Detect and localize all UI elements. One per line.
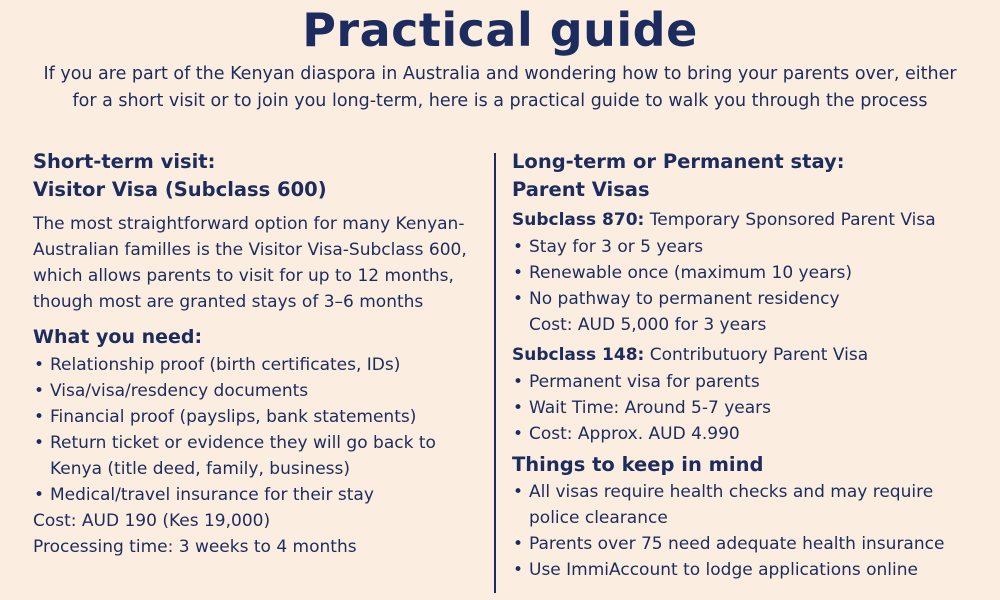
- page-title: Practical guide: [302, 3, 698, 57]
- bullet-icon: •: [513, 372, 524, 392]
- subclass-870-heading: [512, 207, 982, 234]
- keep-in-mind-item: Use ImmiAccount to lodge applications online: [529, 560, 918, 580]
- subclass-870-cost: Cost: AUD 5,000 for 3 years: [529, 315, 767, 335]
- intro-paragraph: If you are part of the Kenyan diaspora in Australia and wondering how to bring your parents over, either for a short visit or to join you long-term, here is a practical guide to walk you through the process: [43, 64, 957, 111]
- subclass-148-list: [512, 369, 982, 447]
- need-item-text: Medical/travel insurance for their stay: [50, 485, 374, 505]
- bullet-icon: •: [513, 482, 524, 502]
- subclass-870-name: Temporary Sponsored Parent Visa: [649, 210, 936, 230]
- list-item: [512, 260, 982, 286]
- subclass-870-item: Stay for 3 or 5 years: [529, 237, 704, 257]
- bullet-icon: •: [513, 398, 524, 418]
- subclass-870-list: [512, 234, 982, 312]
- what-you-need-heading: What you need:: [33, 326, 203, 348]
- list-item: [512, 395, 982, 421]
- keep-in-mind-item: All visas require health checks and may require police clearance: [529, 482, 934, 528]
- need-item-text: Visa/visa/resdency documents: [50, 381, 309, 401]
- parent-visas-heading: Parent Visas: [512, 178, 650, 201]
- subclass-870-item: No pathway to permanent residency: [529, 289, 840, 309]
- subclass-870-item: Renewable once (maximum 10 years): [529, 263, 852, 283]
- need-item-text: Return ticket or evidence they will go back to Kenya (title deed, family, business): [50, 433, 436, 479]
- subclass-870-code: Subclass 870:: [512, 210, 645, 230]
- list-item: [512, 531, 982, 557]
- bullet-icon: •: [34, 485, 45, 505]
- list-item: [33, 404, 488, 430]
- short-term-column: [33, 148, 488, 560]
- subclass-148-item: Wait Time: Around 5-7 years: [529, 398, 772, 418]
- bullet-icon: •: [34, 433, 45, 453]
- subclass-148-heading: [512, 342, 982, 369]
- list-item: [33, 352, 488, 378]
- bullet-icon: •: [513, 534, 524, 554]
- list-item: [512, 421, 982, 447]
- column-divider: [494, 153, 496, 593]
- subclass-148-code: Subclass 148:: [512, 345, 645, 365]
- keep-in-mind-item: Parents over 75 need adequate health insurance: [529, 534, 945, 554]
- bullet-icon: •: [513, 263, 524, 283]
- list-item: [512, 369, 982, 395]
- visitor-visa-heading: Visitor Visa (Subclass 600): [33, 178, 327, 201]
- list-item: [512, 286, 982, 312]
- bullet-icon: •: [513, 237, 524, 257]
- need-item-text: Financial proof (payslips, bank statements): [50, 407, 417, 427]
- bullet-icon: •: [34, 407, 45, 427]
- subclass-148-item: Permanent visa for parents: [529, 372, 760, 392]
- bullet-icon: •: [513, 424, 524, 444]
- list-item: [33, 378, 488, 404]
- long-term-heading: Long-term or Permanent stay:: [512, 150, 845, 173]
- bullet-icon: •: [34, 355, 45, 375]
- short-term-heading: Short-term visit:: [33, 150, 216, 173]
- list-item: [512, 479, 982, 531]
- subclass-148-item: Cost: Approx. AUD 4.990: [529, 424, 740, 444]
- bullet-icon: •: [513, 289, 524, 309]
- keep-in-mind-list: [512, 479, 982, 583]
- needs-list: [33, 352, 488, 508]
- visitor-visa-description: The most straightforward option for many Kenyan-Australian familles is the Visitor Visa-Subclass 600, which allows parents to visit for up to 12 months, though most are granted stays of 3–6 months: [33, 214, 467, 312]
- subclass-148-name: Contributuory Parent Visa: [649, 345, 869, 365]
- things-to-keep-in-mind-heading: Things to keep in mind: [512, 453, 764, 476]
- list-item: [33, 482, 488, 508]
- list-item: [33, 430, 488, 482]
- bullet-icon: •: [513, 560, 524, 580]
- list-item: [512, 557, 982, 583]
- processing-time: Processing time: 3 weeks to 4 months: [33, 537, 357, 557]
- list-item: [512, 234, 982, 260]
- long-term-column: [512, 148, 982, 583]
- bullet-icon: •: [34, 381, 45, 401]
- need-item-text: Relationship proof (birth certificates, IDs): [50, 355, 401, 375]
- visitor-visa-cost: Cost: AUD 190 (Kes 19,000): [33, 511, 271, 531]
